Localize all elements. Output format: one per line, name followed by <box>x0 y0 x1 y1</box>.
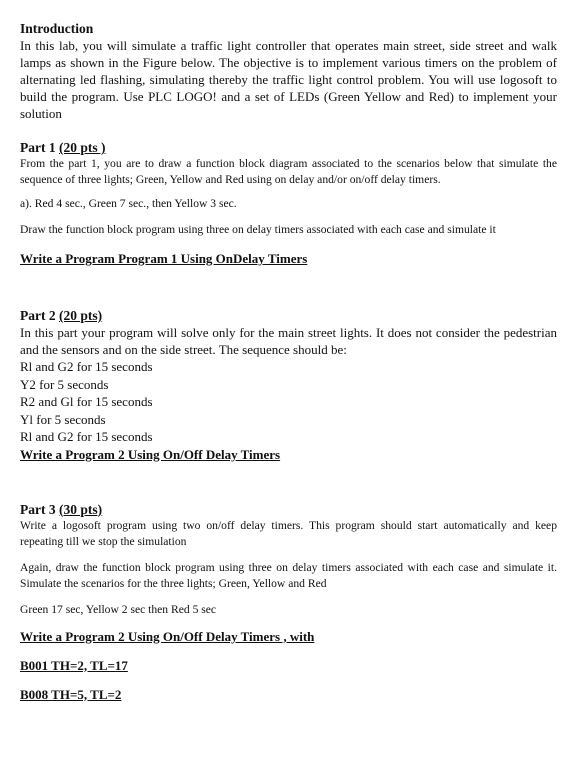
part1-instruction: Draw the function block program using three on delay timers associated with each case and simulate it <box>20 223 496 236</box>
part1-body: From the part 1, you are to draw a function block diagram associated to the scenarios below that simulate the sequence of three lights; Green, Yellow and Red using on delay and/or on/off delay timers. <box>20 157 557 186</box>
part2-section <box>20 307 557 463</box>
sequence-step: R2 and Gl for 15 seconds <box>20 394 153 409</box>
part2-body: In this part your program will solve only for the main street lights. It does not consider the pedestrian and the sensors and on the side street. The sequence should be: <box>20 325 557 357</box>
part3-scenario: Green 17 sec, Yellow 2 sec then Red 5 sec <box>20 602 217 616</box>
part1-scenario: a). Red 4 sec., Green 7 sec., then Yellow 3 sec. <box>20 197 237 210</box>
intro-section <box>20 20 557 122</box>
part2-heading <box>20 307 557 324</box>
part3-b008: B008 TH=5, TL=2 <box>20 686 122 702</box>
part2-task: Write a Program 2 Using On/Off Delay Timers <box>20 446 281 462</box>
sequence-step: Yl for 5 seconds <box>20 411 106 427</box>
intro-heading: Introduction <box>20 21 94 36</box>
part2-points: (20 pts) <box>58 308 103 323</box>
sequence-step: Rl and G2 for 15 seconds <box>20 429 153 444</box>
part2-sequence <box>20 358 557 446</box>
part3-body: Write a logosoft program using two on/off delay timers. This program should start automatically and keep repeating till we stop the simulation <box>20 518 557 548</box>
part1-heading <box>20 139 557 156</box>
part1-section <box>20 139 557 267</box>
intro-body: In this lab, you will simulate a traffic light controller that operates main street, side street and walk lamps as shown in the Figure below. The objective is to implement various timers on the problem of alternating led flashing, simulating thereby the traffic light control problem. You will use logosoft to build the program. Use PLC LOGO! and a set of LEDs (Green Yellow and Red) to implement your solution <box>20 38 557 121</box>
part3-b001: B001 TH=2, TL=17 <box>20 657 128 673</box>
part3-task: Write a Program 2 Using On/Off Delay Timers , with <box>20 628 315 644</box>
part3-points: (30 pts) <box>58 501 103 517</box>
part3-body2: Again, draw the function block program using three on delay timers associated with each case and simulate it. Simulate the scenarios for the three lights; Green, Yellow and Red <box>20 560 557 590</box>
sequence-step: Rl and G2 for 15 seconds <box>20 359 153 374</box>
part1-title: Part 1 <box>20 140 59 155</box>
part1-points: (20 pts ) <box>58 140 106 155</box>
part1-task: Write a Program Program 1 Using OnDelay Timers <box>20 251 308 266</box>
part3-heading <box>20 501 557 518</box>
sequence-step: Y2 for 5 seconds <box>20 376 109 392</box>
part2-title: Part 2 <box>20 308 59 323</box>
part3-title: Part 3 <box>20 501 59 517</box>
part3-section <box>20 501 557 703</box>
